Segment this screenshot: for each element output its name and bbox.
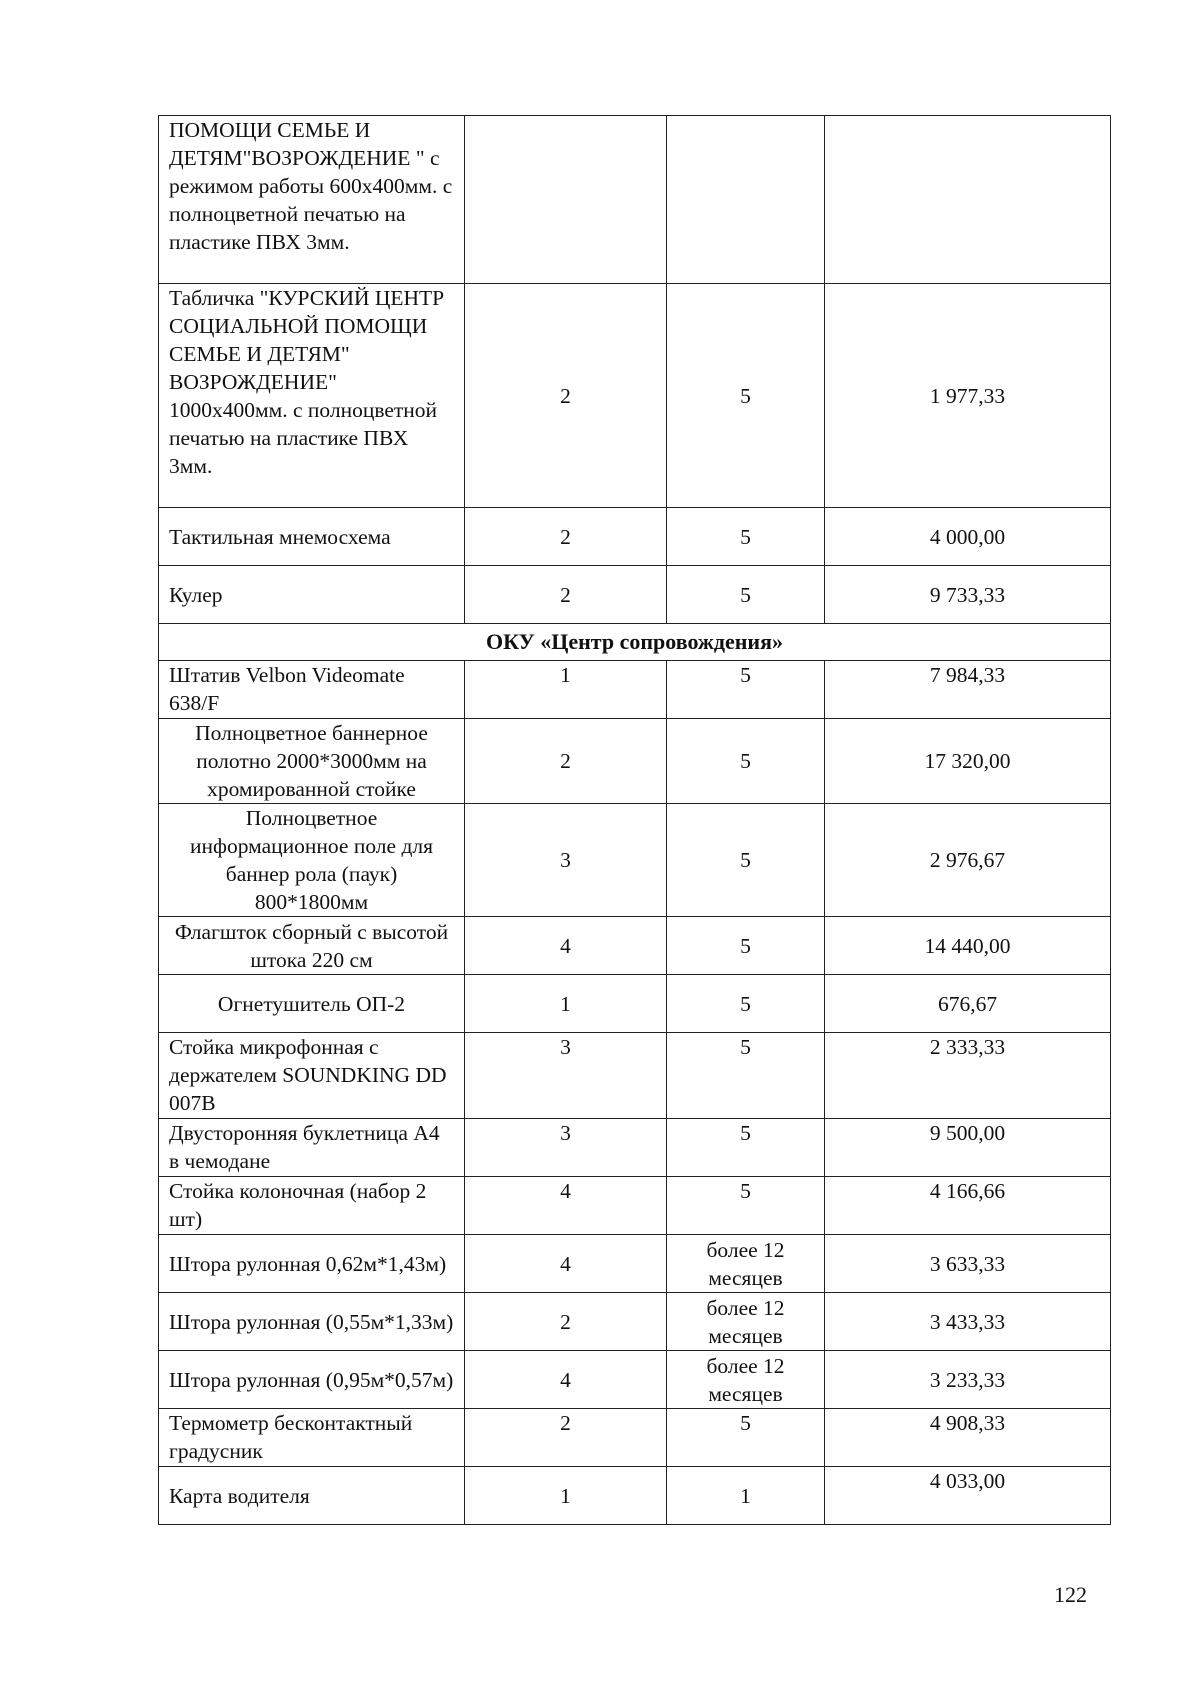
item-name: Штора рулонная (0,95м*0,57м) [159,1351,465,1409]
table-row [159,1409,1111,1467]
item-price: 2 333,33 [825,1033,1111,1119]
item-price: 4 000,00 [825,508,1111,566]
item-price: 3 233,33 [825,1351,1111,1409]
item-price: 3 633,33 [825,1235,1111,1293]
item-term: 1 [667,1467,825,1525]
table-row [159,1235,1111,1293]
item-qty: 4 [465,1351,667,1409]
table-row [159,1119,1111,1177]
item-qty: 4 [465,917,667,975]
item-name: Стойка микрофонная с держателем SOUNDKING DD 007B [159,1033,465,1119]
item-price: 4 908,33 [825,1409,1111,1467]
item-term: 5 [667,566,825,624]
item-name: Стойка колоночная (набор 2 шт) [159,1177,465,1235]
item-price: 3 433,33 [825,1293,1111,1351]
item-qty [465,116,667,284]
item-term [667,116,825,284]
item-name: Штора рулонная 0,62м*1,43м) [159,1235,465,1293]
item-name: Полноцветное информационное поле для баннер рола (паук) 800*1800мм [159,804,465,917]
table-row [159,661,1111,719]
item-name: Полноцветное баннерное полотно 2000*3000мм на хромированной стойке [159,719,465,804]
item-qty: 2 [465,1293,667,1351]
item-term: 5 [667,1177,825,1235]
item-term: 5 [667,284,825,508]
item-term: более 12 месяцев [667,1235,825,1293]
item-qty: 4 [465,1235,667,1293]
item-term: более 12 месяцев [667,1293,825,1351]
table-row [159,917,1111,975]
item-name: Табличка "КУРСКИЙ ЦЕНТР СОЦИАЛЬНОЙ ПОМОЩИ СЕМЬЕ И ДЕТЯМ" ВОЗРОЖДЕНИЕ" 1000х400мм. с полноцветной печатью на пластике ПВХ 3мм. [159,284,465,508]
item-name: Штора рулонная (0,55м*1,33м) [159,1293,465,1351]
item-term: 5 [667,804,825,917]
table-row [159,508,1111,566]
item-name: Огнетушитель ОП-2 [159,975,465,1033]
item-price: 9 733,33 [825,566,1111,624]
item-qty: 2 [465,719,667,804]
item-qty: 2 [465,284,667,508]
item-qty: 2 [465,566,667,624]
item-name: Штатив Velbon Videomate 638/F [159,661,465,719]
item-price: 7 984,33 [825,661,1111,719]
item-term: 5 [667,917,825,975]
item-price: 17 320,00 [825,719,1111,804]
table-row [159,804,1111,917]
item-term: более 12 месяцев [667,1351,825,1409]
section-row [159,624,1111,661]
section-title: ОКУ «Центр сопровождения» [159,624,1111,661]
item-qty: 1 [465,975,667,1033]
table-row [159,719,1111,804]
table-row [159,284,1111,508]
item-term: 5 [667,661,825,719]
item-qty: 1 [465,1467,667,1525]
item-term: 5 [667,1119,825,1177]
item-price: 14 440,00 [825,917,1111,975]
item-price: 4 033,00 [825,1467,1111,1525]
item-term: 5 [667,508,825,566]
item-qty: 2 [465,1409,667,1467]
item-qty: 1 [465,661,667,719]
item-price: 2 976,67 [825,804,1111,917]
inventory-table [158,115,1111,1525]
item-price: 676,67 [825,975,1111,1033]
table-row [159,116,1111,284]
item-name: Карта водителя [159,1467,465,1525]
item-name: Тактильная мнемосхема [159,508,465,566]
item-term: 5 [667,719,825,804]
item-price: 9 500,00 [825,1119,1111,1177]
item-qty: 3 [465,804,667,917]
item-qty: 4 [465,1177,667,1235]
table-row [159,1351,1111,1409]
item-name: Флагшток сборный с высотой штока 220 см [159,917,465,975]
item-qty: 3 [465,1119,667,1177]
item-name: Двусторонняя буклетница А4 в чемодане [159,1119,465,1177]
item-price: 4 166,66 [825,1177,1111,1235]
item-term: 5 [667,1409,825,1467]
table-row [159,975,1111,1033]
table-row [159,566,1111,624]
item-term: 5 [667,1033,825,1119]
table-row [159,1467,1111,1525]
item-name: Термометр бесконтактный градусник [159,1409,465,1467]
item-price [825,116,1111,284]
item-name: Кулер [159,566,465,624]
item-name: ПОМОЩИ СЕМЬЕ И ДЕТЯМ"ВОЗРОЖДЕНИЕ " с режимом работы 600х400мм. с полноцветной печатью на пластике ПВХ 3мм. [159,116,465,284]
item-price: 1 977,33 [825,284,1111,508]
table-row [159,1293,1111,1351]
table-row [159,1177,1111,1235]
table-row [159,1033,1111,1119]
item-term: 5 [667,975,825,1033]
item-qty: 2 [465,508,667,566]
item-qty: 3 [465,1033,667,1119]
page-number: 122 [1054,1582,1087,1607]
